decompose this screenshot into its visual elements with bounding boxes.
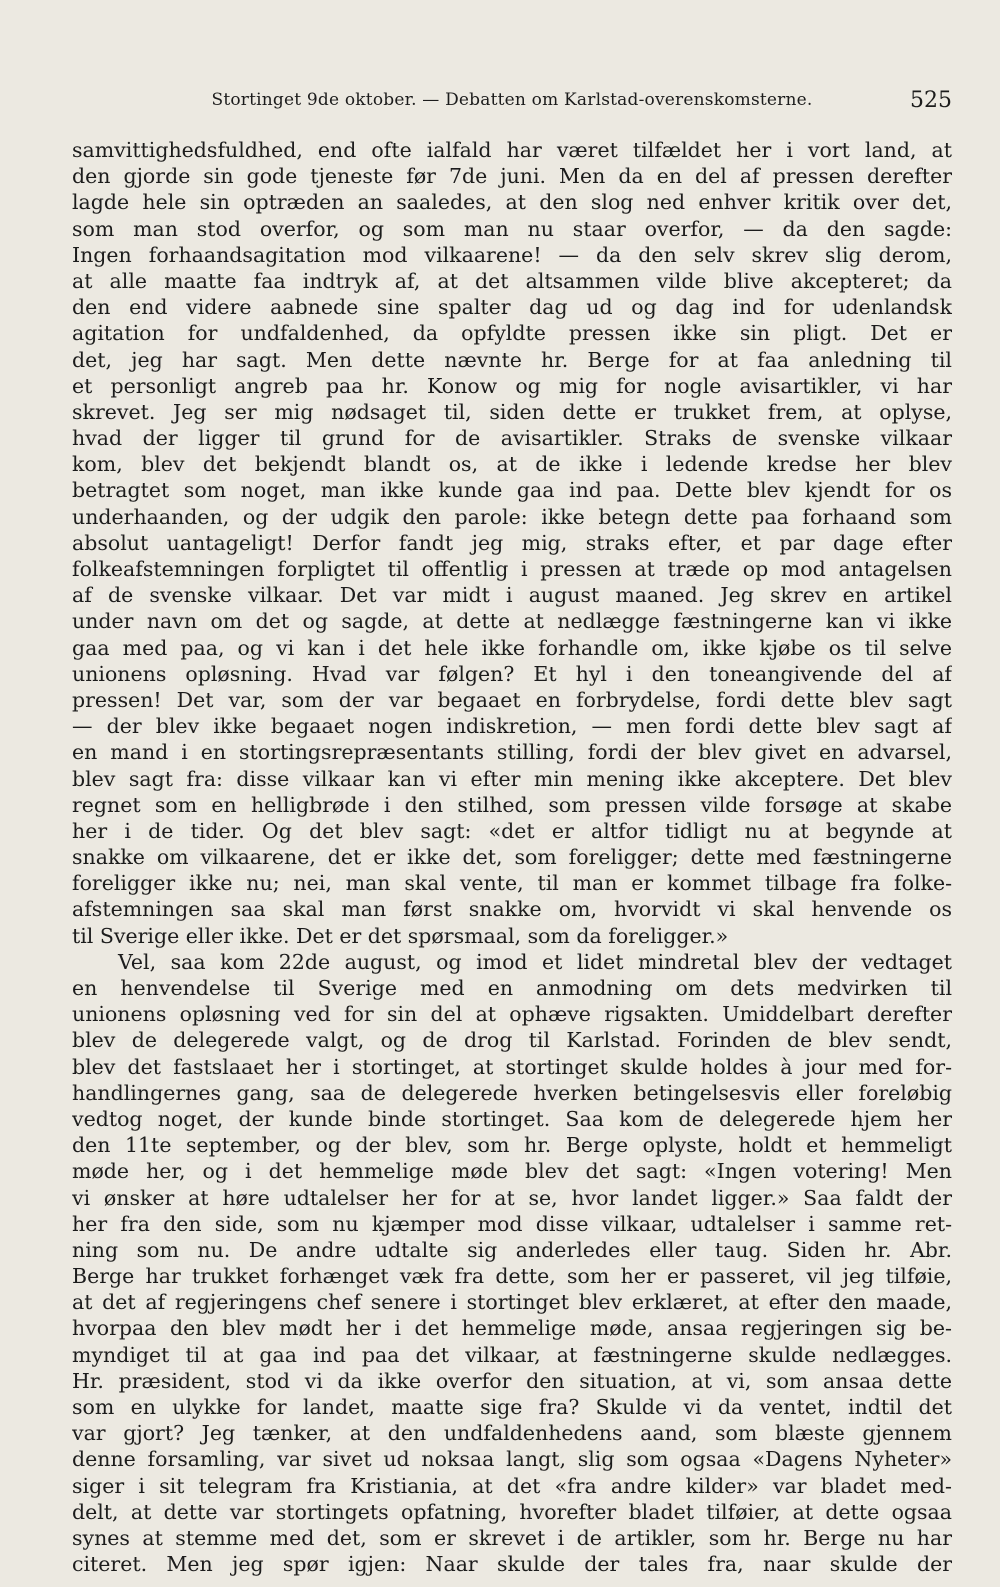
text-line: afstemningen saa skal man først snakke om, hvorvidt vi skal henvende os (72, 897, 952, 922)
text-line: et personligt angreb paa hr. Konow og mig for nogle avisartikler, vi har (72, 373, 952, 398)
text-line: ning som nu. De andre udtalte sig anderledes eller taug. Siden hr. Abr. (72, 1237, 952, 1262)
text-line: samvittighedsfuldhed, end ofte ialfald har været tilfældet her i vort land, at (72, 138, 952, 162)
text-line: skrevet. Jeg ser mig nødsaget til, siden dette er trukket frem, at oplyse, (72, 399, 952, 424)
text-line: den 11te september, og der blev, som hr. Berge oplyste, holdt et hemmeligt (72, 1133, 952, 1158)
text-line: folkeafstemningen forpligtet til offentlig i pressen at træde op mod antagelsen (72, 557, 952, 581)
text-line: at det af regjeringens chef senere i stortinget blev erklæret, at efter den maade, (72, 1290, 952, 1315)
text-line: her i de tider. Og det blev sagt: «det er altfor tidligt nu at begynde at (72, 818, 952, 843)
text-line: Vel, saa kom 22de august, og imod et lidet mindretal blev der vedtaget (118, 949, 952, 974)
text-line: regnet som en helligbrøde i den stilhed, som pressen vilde forsøge at skabe (72, 792, 952, 817)
text-line: blev sagt fra: disse vilkaar kan vi efter min mening ikke akceptere. Det blev (72, 766, 952, 791)
text-line: synes at stemme med det, som er skrevet i de artikler, som hr. Berge nu har (72, 1525, 952, 1550)
text-line: vedtog noget, der kunde binde stortinget. Saa kom de delegerede hjem her (72, 1106, 952, 1131)
text-line: det, jeg har sagt. Men dette nævnte hr. Berge for at faa anledning til (72, 347, 952, 372)
text-line: myndiget til at gaa ind paa det vilkaar, at fæstningerne skulde nedlægges. (72, 1342, 952, 1367)
text-line: lagde hele sin optræden an saaledes, at den slog ned enhver kritik over det, (72, 190, 952, 215)
text-line: foreligger ikke nu; nei, man skal vente, til man er kommet tilbage fra folke- (72, 871, 952, 896)
text-line: blev de delegerede valgt, og de drog til Karlstad. Forinden de blev sendt, (72, 1028, 952, 1053)
text-line: — der blev ikke begaaet nogen indiskretion, — men fordi dette blev sagt af (72, 714, 952, 739)
text-line: underhaanden, og der udgik den parole: ikke betegn dette paa forhaand som (72, 504, 952, 529)
text-line: Berge har trukket forhænget væk fra dette, som her er passeret, vil jeg tilføie, (72, 1264, 952, 1289)
text-line: gaa med paa, og vi kan i det hele ikke forhandle om, ikke kjøbe os til selve (72, 635, 952, 660)
text-line: vi ønsker at høre udtalelser her for at se, hvor landet ligger.» Saa faldt der (72, 1185, 952, 1210)
text-line: under navn om det og sagde, at dette at nedlægge fæstningerne kan vi ikke (72, 609, 952, 634)
text-line: en henvendelse til Sverige med en anmodning om dets medvirken til (72, 976, 952, 1000)
text-line: denne forsamling, var sivet ud noksaa langt, slig som ogsaa «Dagens Nyheter» (72, 1447, 952, 1472)
running-header (72, 88, 952, 116)
text-line: kom, blev det bekjendt blandt os, at de ikke i ledende kredse her blev (72, 452, 952, 477)
text-line: møde her, og i det hemmelige møde blev det sagt: «Ingen votering! Men (72, 1159, 952, 1184)
text-line: til Sverige eller ikke. Det er det spørsmaal, som da foreligger.» (72, 923, 729, 948)
text-line: unionens opløsning. Hvad var følgen? Et hyl i den toneangivende del af (72, 661, 952, 686)
text-line: Hr. præsident, stod vi da ikke overfor den situation, at vi, som ansaa dette (72, 1368, 952, 1393)
text-line: agitation for undfaldenhed, da opfyldte pressen ikke sin pligt. Det er (72, 321, 952, 346)
text-line: hvorpaa den blev mødt her i det hemmelige møde, ansaa regjeringen sig be- (72, 1316, 952, 1341)
text-line: delt, at dette var stortingets opfatning, hvorefter bladet tilføier, at dette ogsaa (72, 1499, 952, 1524)
text-line: absolut uantageligt! Derfor fandt jeg mig, straks efter, et par dage efter (72, 530, 952, 555)
text-line: som en ulykke for landet, maatte sige fra? Skulde vi da ventet, indtil det (72, 1395, 952, 1419)
text-line: Ingen forhaandsagitation mod vilkaarene! — da den selv skrev slig derom, (72, 242, 952, 267)
text-line: unionens opløsning ved for sin del at ophæve rigsakten. Umiddelbart derefter (72, 1002, 952, 1027)
body-text (72, 137, 952, 1577)
text-line: snakke om vilkaarene, det er ikke det, som foreligger; dette med fæstningerne (72, 845, 952, 870)
text-line: hvad der ligger til grund for de avisartikler. Straks de svenske vilkaar (72, 426, 952, 451)
text-line: handlingernes gang, saa de delegerede hverken betingelsesvis eller foreløbig (72, 1080, 952, 1105)
text-line: siger i sit telegram fra Kristiania, at det «fra andre kilder» var bladet med- (72, 1473, 952, 1498)
text-line: pressen! Det var, som der var begaaet en forbrydelse, fordi dette blev sagt (72, 687, 952, 712)
text-line: den gjorde sin gode tjeneste før 7de juni. Men da en del af pressen derefter (72, 164, 952, 189)
text-line: citeret. Men jeg spør igjen: Naar skulde der tales fra, naar skulde der (72, 1552, 952, 1577)
text-line: som man stod overfor, og som man nu staar overfor, — da den sagde: (72, 216, 952, 241)
text-line: den end videre aabnede sine spalter dag ud og dag ind for udenlandsk (72, 295, 952, 320)
text-line: var gjort? Jeg tænker, at den undfaldenhedens aand, som blæste gjennem (72, 1421, 952, 1446)
text-line: af de svenske vilkaar. Det var midt i august maaned. Jeg skrev en artikel (72, 583, 952, 608)
text-line: betragtet som noget, man ikke kunde gaa ind paa. Dette blev kjendt for os (72, 478, 952, 503)
page-number: 525 (910, 88, 952, 113)
text-line: en mand i en stortingsrepræsentants stilling, fordi der blev givet en advarsel, (72, 740, 952, 765)
text-line: blev det fastslaaet her i stortinget, at stortinget skulde holdes à jour med for- (72, 1054, 952, 1079)
text-line: at alle maatte faa indtryk af, at det altsammen vilde blive akcepteret; da (72, 268, 952, 293)
running-title: Stortinget 9de oktober. — Debatten om Karlstad-overenskomsterne. (211, 90, 813, 110)
text-line: her fra den side, som nu kjæmper mod disse vilkaar, udtalelser i samme ret- (72, 1211, 952, 1236)
